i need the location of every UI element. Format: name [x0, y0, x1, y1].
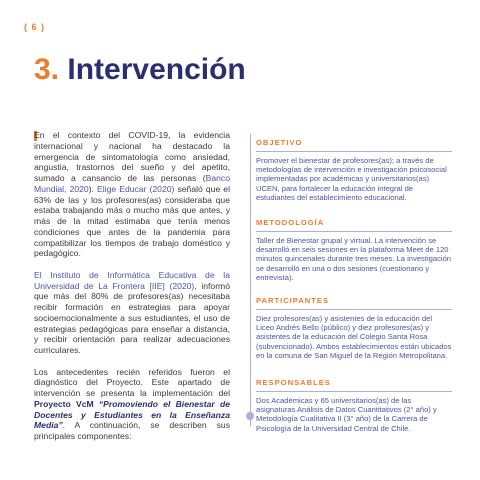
section-number: 3. — [34, 53, 60, 86]
objetivo-text: Promover el bienestar de profesores(as); a través de metodologías de intervención e investigación psicosocial implementadas por académicas y universitarios(as) UCEN, para fortalecer la educación integral de estudiantes del establecimiento educacional. — [256, 156, 447, 202]
responsables-section — [256, 378, 452, 433]
participantes-text: Diez profesores(as) y asistentes de la educación del Liceo Andrés Bello (público) y diez profesores(as) y asistentes de la educación del Colegio Santa Rosa (subvencionado). Ambos establecimientos están ubicados en la comuna de San Miguel de la Región Metropolitana. — [256, 314, 452, 360]
section-heading-text: Intervención — [67, 53, 246, 86]
responsables-heading: RESPONSABLES — [256, 378, 452, 392]
responsables-text: Dos Académicas y 65 universitarios(as) de las asignaturas Análisis de Datos Cuantitativos (2° año) y Metodología Cualitativa II (3° año) de la Carrera de Psicología de la Universidad Central de Chile. — [256, 396, 437, 433]
objetivo-heading: OBJETIVO — [256, 138, 452, 152]
citation-elige-educar: Elige Educar (2020) — [97, 183, 175, 194]
citation-iie: El Instituto de Informática Educativa de la Universidad de La Frontera [IIE] (2020) — [34, 269, 230, 291]
paragraph-2: El Instituto de Informática Educativa de la Universidad de La Frontera [IIE] (2020), informó que más del 80% de profesores(as) necesitaba recibir formación en estrategias para apoyar socioemocionalmente a sus estudiantes, el uso de estrategias pedagógicas para enseñar a distancia, y recibir orientación para realizar adecuaciones curriculares. — [34, 269, 230, 355]
paragraph-3: Los antecedentes recién referidos fueron el diagnóstico del Proyecto. Este apartado de intervención se presenta la implementación del Proyecto VcM “Promoviendo el Bienestar de Docentes y Estudiantes en la Enseñanza Media”. A continuación, se describen sus principales componentes: — [34, 366, 230, 441]
timeline-line — [250, 134, 251, 426]
page-number: ( 6 ) — [24, 22, 46, 32]
metodologia-text: Taller de Bienestar grupal y virtual. La intervención se desarrolló en seis sesiones en la plataforma Meet de 120 minutos quincenales durante tres meses. La investigación se desarrolló en una o dos sesiones (cuestionario y entrevista). — [256, 236, 452, 282]
components-panel — [246, 120, 452, 433]
metodologia-section — [256, 218, 452, 282]
participantes-section — [256, 296, 452, 360]
body-text — [34, 130, 230, 453]
project-name: Proyecto VcM — [34, 398, 94, 409]
metodologia-heading: METODOLOGÍA — [256, 218, 452, 232]
objetivo-section — [256, 138, 452, 202]
section-title — [34, 50, 246, 90]
participantes-heading: PARTICIPANTES — [256, 296, 452, 310]
timeline-dot — [246, 412, 254, 420]
citation-banco-mundial: Banco Mundial, 2020 — [34, 173, 230, 194]
project-title: “Promoviendo el Bienestar de Docentes y Estudiantes en la Enseñanza Media” — [34, 398, 230, 431]
paragraph-1: En el contexto del COVID-19, la evidencia internacional y nacional ha destacado la emergencia de sintomatología como ansiedad, angustia, trastornos del sueño y del apetito, sumado a cansancio de las personas (Banco Mundial, 2020). Elige Educar (2020) señaló que el 63% de las y los profesores(as) consideraba que estaba trabajando más o mucho más que antes, y más de la mitad estimaba que tenía menos condiciones que antes de la pandemia para compatibilizar los tiempos de trabajo doméstico y pedagógico. — [34, 130, 230, 259]
